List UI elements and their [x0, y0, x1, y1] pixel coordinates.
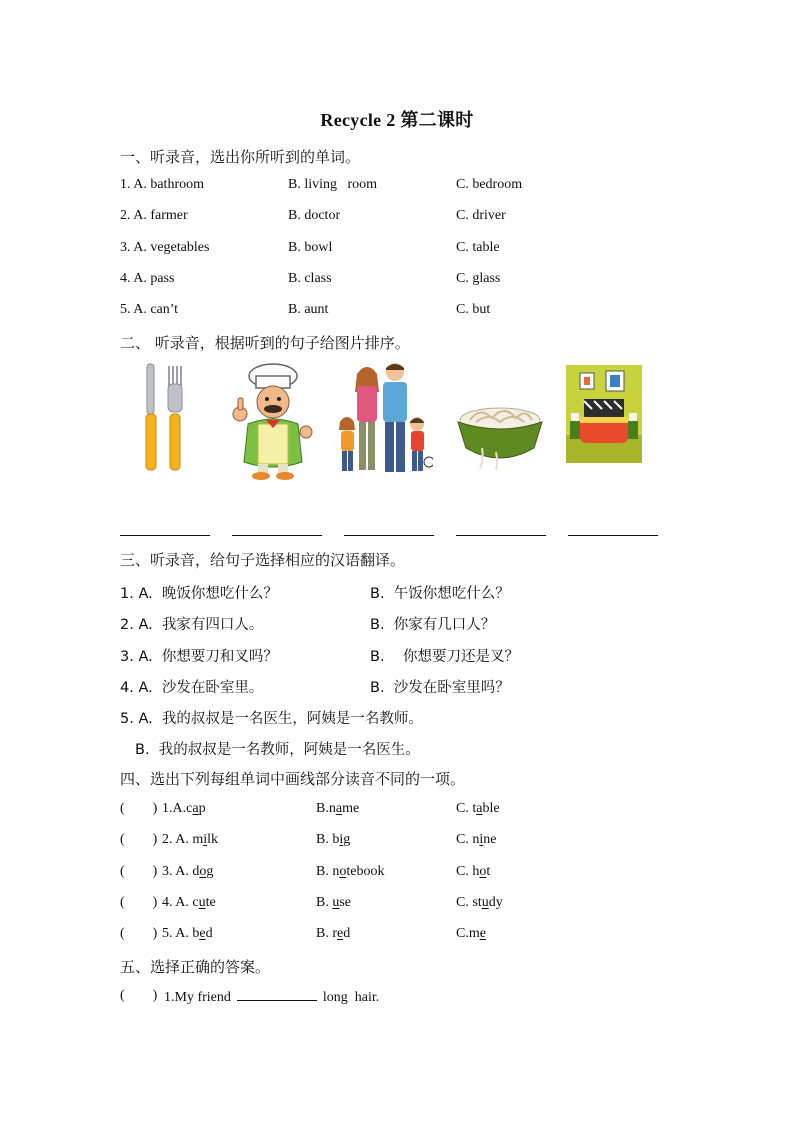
- noodles-bowl-icon: [452, 392, 548, 477]
- option-a[interactable]: 3. A. dog: [162, 863, 214, 879]
- section-3-item-5b: B. 我的叔叔是一名教师，阿姨是一名医生。: [135, 742, 420, 758]
- section-4-heading: 四、选出下列每组单词中画线部分读音不同的一项。: [120, 770, 466, 788]
- option-a[interactable]: 5. A. bed: [162, 926, 213, 942]
- section-1-item: [120, 240, 680, 260]
- answer-paren[interactable]: ( ): [120, 894, 158, 910]
- option-c[interactable]: C. table: [456, 239, 500, 255]
- section-3-item: [120, 645, 680, 665]
- option-a[interactable]: 4. A. 沙发在卧室里。: [120, 679, 264, 696]
- answer-blank-5[interactable]: [568, 535, 658, 536]
- family-icon: [333, 362, 433, 482]
- knife-fork-icon: [140, 362, 190, 477]
- option-a[interactable]: 1.A.cap: [162, 801, 206, 816]
- option-a[interactable]: 2. A. 我家有四口人。: [120, 617, 264, 634]
- option-c[interactable]: C. bedroom: [456, 177, 523, 192]
- section-4-item: [120, 895, 680, 915]
- option-c[interactable]: C. nine: [456, 832, 497, 848]
- answer-paren[interactable]: ( ): [120, 863, 158, 879]
- option-c[interactable]: C. driver: [456, 208, 506, 224]
- option-a[interactable]: 3. A. 你想要刀和叉吗？: [120, 648, 278, 665]
- option-b[interactable]: B. use: [316, 894, 352, 910]
- option-b[interactable]: B.name: [316, 801, 360, 816]
- section-1-item: [120, 208, 680, 228]
- bedroom-icon: [566, 365, 642, 468]
- section-4-item: [120, 801, 680, 821]
- option-c[interactable]: C. study: [456, 894, 503, 910]
- section-3-item: [120, 613, 680, 633]
- option-c[interactable]: C. table: [456, 801, 500, 816]
- option-b[interactable]: B. 你家有几口人？: [370, 617, 496, 634]
- fill-blank[interactable]: [237, 988, 317, 1001]
- option-c[interactable]: C.me: [456, 926, 486, 942]
- answer-paren[interactable]: ( ): [120, 801, 158, 816]
- option-b[interactable]: B. class: [288, 270, 332, 286]
- section-2-heading: 二、 听录音，根据听到的句子给图片排序。: [120, 334, 410, 352]
- option-b[interactable]: B. doctor: [288, 208, 341, 224]
- section-3-item: [120, 582, 680, 602]
- option-a[interactable]: 2. A. milk: [162, 832, 219, 848]
- page-title: Recycle 2 第二课时: [320, 110, 474, 130]
- section-5-heading: 五、选择正确的答案。: [120, 958, 271, 976]
- section-5-question-1: ( ) 1.My friend long hair.: [120, 988, 380, 1005]
- option-a[interactable]: 1. A. 晚饭你想吃什么？: [120, 586, 278, 602]
- option-c[interactable]: C. hot: [456, 863, 491, 879]
- answer-blank-1[interactable]: [120, 535, 210, 536]
- section-4-item: [120, 832, 680, 852]
- option-b[interactable]: B. bowl: [288, 239, 333, 255]
- section-1-item: [120, 177, 680, 197]
- section-4-item: [120, 864, 680, 884]
- option-a[interactable]: 4. A. pass: [120, 270, 175, 286]
- option-b[interactable]: B. red: [316, 926, 351, 942]
- section-3-item-5a: 5. A. 我的叔叔是一名医生，阿姨是一名教师。: [120, 711, 423, 727]
- answer-paren[interactable]: ( ): [120, 832, 158, 848]
- option-a[interactable]: 4. A. cute: [162, 894, 216, 910]
- option-b[interactable]: B. big: [316, 832, 351, 848]
- section-3-heading: 三、听录音，给句子选择相应的汉语翻译。: [120, 551, 406, 569]
- option-a[interactable]: 5. A. can’t: [120, 302, 179, 318]
- chef-icon: [228, 362, 318, 487]
- section-1-heading: 一、听录音，选出你所听到的单词。: [120, 148, 361, 166]
- option-b[interactable]: B. notebook: [316, 863, 385, 879]
- option-b[interactable]: B. living room: [288, 177, 378, 192]
- option-a[interactable]: 2. A. farmer: [120, 208, 188, 224]
- answer-blank-3[interactable]: [344, 535, 434, 536]
- section-1-item: [120, 271, 680, 291]
- option-c[interactable]: C. but: [456, 302, 491, 318]
- option-b[interactable]: B. 沙发在卧室里吗？: [370, 679, 510, 696]
- section-1-item: [120, 302, 680, 322]
- section-3-item: [120, 676, 680, 696]
- answer-paren[interactable]: ( ): [120, 926, 158, 942]
- answer-blank-2[interactable]: [232, 535, 322, 536]
- option-c[interactable]: C. glass: [456, 270, 501, 286]
- option-a[interactable]: 1. A. bathroom: [120, 177, 204, 192]
- option-b[interactable]: B. 你想要刀还是叉？: [370, 648, 519, 665]
- option-b[interactable]: B. 午饭你想吃什么？: [370, 586, 510, 602]
- option-b[interactable]: B. aunt: [288, 302, 329, 318]
- section-4-item: [120, 926, 680, 946]
- option-a[interactable]: 3. A. vegetables: [120, 239, 210, 255]
- answer-blank-4[interactable]: [456, 535, 546, 536]
